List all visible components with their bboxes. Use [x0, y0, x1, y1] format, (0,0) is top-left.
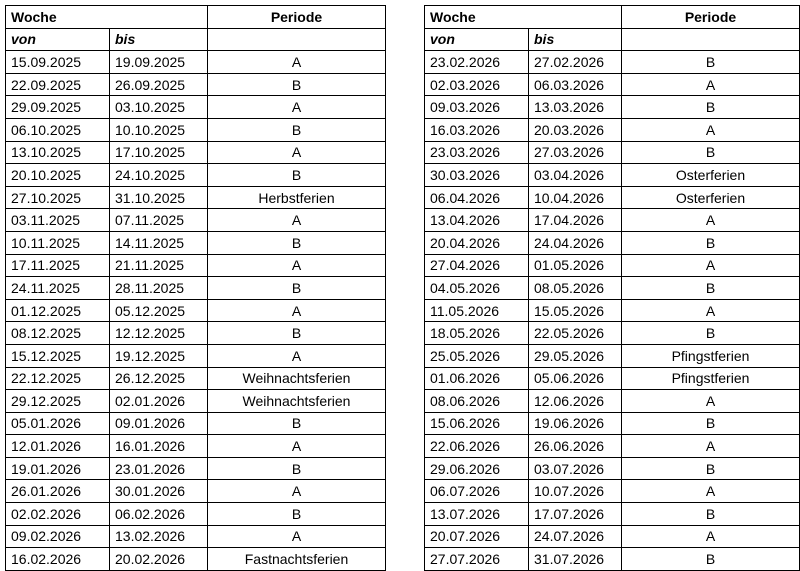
bis-cell: 30.01.2026	[110, 480, 208, 503]
bis-cell: 08.05.2026	[529, 277, 622, 300]
table-row	[425, 390, 800, 413]
bis-cell: 19.09.2025	[110, 51, 208, 74]
bis-cell: 17.10.2025	[110, 141, 208, 164]
table-row	[425, 73, 800, 96]
von-cell: 27.04.2026	[425, 254, 529, 277]
bis-cell: 15.05.2026	[529, 299, 622, 322]
table-row	[425, 367, 800, 390]
von-cell: 01.06.2026	[425, 367, 529, 390]
periode-cell: A	[208, 344, 386, 367]
von-cell: 20.04.2026	[425, 231, 529, 254]
table-row	[6, 457, 386, 480]
von-cell: 13.10.2025	[6, 141, 110, 164]
von-cell: 18.05.2026	[425, 322, 529, 345]
von-cell: 12.01.2026	[6, 435, 110, 458]
table-row	[6, 254, 386, 277]
table-row	[6, 277, 386, 300]
table-row	[425, 457, 800, 480]
table-row	[425, 254, 800, 277]
von-cell: 25.05.2026	[425, 344, 529, 367]
table-row	[6, 96, 386, 119]
periode-cell: A	[208, 254, 386, 277]
bis-cell: 24.10.2025	[110, 164, 208, 187]
von-cell: 15.09.2025	[6, 51, 110, 74]
bis-cell: 31.07.2026	[529, 548, 622, 571]
bis-cell: 03.10.2025	[110, 96, 208, 119]
von-cell: 06.10.2025	[6, 118, 110, 141]
periode-cell: Weihnachtsferien	[208, 367, 386, 390]
periode-cell: A	[622, 525, 800, 548]
periode-cell: A	[208, 51, 386, 74]
von-cell: 23.02.2026	[425, 51, 529, 74]
von-cell: 01.12.2025	[6, 299, 110, 322]
von-cell: 20.07.2026	[425, 525, 529, 548]
von-cell: 13.04.2026	[425, 209, 529, 232]
table-row	[425, 480, 800, 503]
table-row	[425, 322, 800, 345]
von-cell: 06.07.2026	[425, 480, 529, 503]
von-cell: 09.02.2026	[6, 525, 110, 548]
bis-cell: 20.02.2026	[110, 548, 208, 571]
table-row	[425, 231, 800, 254]
table-row	[425, 96, 800, 119]
von-cell: 24.11.2025	[6, 277, 110, 300]
bis-cell: 24.07.2026	[529, 525, 622, 548]
periode-cell: A	[622, 209, 800, 232]
table-row	[6, 51, 386, 74]
bis-cell: 23.01.2026	[110, 457, 208, 480]
periode-header: Periode	[622, 6, 800, 29]
von-header: von	[6, 28, 110, 51]
von-cell: 09.03.2026	[425, 96, 529, 119]
bis-cell: 27.02.2026	[529, 51, 622, 74]
periode-cell: Osterferien	[622, 164, 800, 187]
bis-cell: 12.06.2026	[529, 390, 622, 413]
subheader-row	[6, 28, 386, 51]
table-row	[425, 435, 800, 458]
periode-cell: B	[622, 141, 800, 164]
periode-cell: B	[208, 231, 386, 254]
empty-header-cell	[622, 28, 800, 51]
von-cell: 04.05.2026	[425, 277, 529, 300]
bis-cell: 12.12.2025	[110, 322, 208, 345]
bis-cell: 10.10.2025	[110, 118, 208, 141]
bis-cell: 20.03.2026	[529, 118, 622, 141]
bis-cell: 02.01.2026	[110, 390, 208, 413]
periode-cell: A	[208, 525, 386, 548]
von-cell: 15.12.2025	[6, 344, 110, 367]
bis-cell: 19.06.2026	[529, 412, 622, 435]
bis-cell: 05.12.2025	[110, 299, 208, 322]
periode-cell: Pfingstferien	[622, 367, 800, 390]
table-row	[6, 548, 386, 571]
periode-cell: A	[208, 435, 386, 458]
periode-cell: B	[622, 277, 800, 300]
periode-cell: B	[208, 412, 386, 435]
table-row	[6, 480, 386, 503]
bis-cell: 10.04.2026	[529, 186, 622, 209]
table-row	[6, 435, 386, 458]
bis-cell: 10.07.2026	[529, 480, 622, 503]
bis-cell: 17.04.2026	[529, 209, 622, 232]
bis-cell: 17.07.2026	[529, 503, 622, 526]
periode-cell: B	[622, 503, 800, 526]
table-row	[6, 390, 386, 413]
periode-cell: A	[622, 390, 800, 413]
table-row	[6, 367, 386, 390]
bis-cell: 16.01.2026	[110, 435, 208, 458]
empty-header-cell	[208, 28, 386, 51]
von-cell: 20.10.2025	[6, 164, 110, 187]
periode-cell: A	[622, 118, 800, 141]
bis-cell: 26.09.2025	[110, 73, 208, 96]
von-cell: 05.01.2026	[6, 412, 110, 435]
von-cell: 08.12.2025	[6, 322, 110, 345]
header-row	[6, 6, 386, 29]
bis-header: bis	[529, 28, 622, 51]
periode-cell: B	[622, 231, 800, 254]
von-cell: 27.10.2025	[6, 186, 110, 209]
bis-cell: 13.03.2026	[529, 96, 622, 119]
table-row	[6, 186, 386, 209]
bis-cell: 28.11.2025	[110, 277, 208, 300]
von-cell: 10.11.2025	[6, 231, 110, 254]
table-row	[6, 141, 386, 164]
periode-cell: B	[208, 322, 386, 345]
bis-cell: 27.03.2026	[529, 141, 622, 164]
periode-cell: Fastnachtsferien	[208, 548, 386, 571]
table-row	[6, 73, 386, 96]
periode-cell: B	[622, 51, 800, 74]
periode-cell: A	[622, 254, 800, 277]
von-cell: 22.09.2025	[6, 73, 110, 96]
table-row	[6, 322, 386, 345]
bis-cell: 06.03.2026	[529, 73, 622, 96]
periode-cell: Osterferien	[622, 186, 800, 209]
periode-cell: Herbstferien	[208, 186, 386, 209]
periode-cell: A	[208, 299, 386, 322]
header-row	[425, 6, 800, 29]
table-row	[6, 231, 386, 254]
table-row	[6, 525, 386, 548]
table-row	[425, 209, 800, 232]
von-cell: 02.03.2026	[425, 73, 529, 96]
von-cell: 22.06.2026	[425, 435, 529, 458]
bis-cell: 06.02.2026	[110, 503, 208, 526]
periode-cell: B	[622, 412, 800, 435]
von-cell: 29.06.2026	[425, 457, 529, 480]
periode-cell: B	[208, 164, 386, 187]
table-row	[425, 525, 800, 548]
bis-cell: 26.06.2026	[529, 435, 622, 458]
table-row	[425, 299, 800, 322]
periode-cell: B	[622, 322, 800, 345]
von-header: von	[425, 28, 529, 51]
periode-cell: A	[622, 73, 800, 96]
schedule-body-left	[6, 6, 386, 571]
table-row	[425, 344, 800, 367]
von-cell: 30.03.2026	[425, 164, 529, 187]
bis-cell: 07.11.2025	[110, 209, 208, 232]
table-row	[6, 503, 386, 526]
bis-cell: 24.04.2026	[529, 231, 622, 254]
table-row	[425, 51, 800, 74]
periode-cell: B	[622, 96, 800, 119]
table-row	[425, 186, 800, 209]
von-cell: 13.07.2026	[425, 503, 529, 526]
table-row	[425, 277, 800, 300]
table-row	[425, 118, 800, 141]
von-cell: 17.11.2025	[6, 254, 110, 277]
von-cell: 02.02.2026	[6, 503, 110, 526]
von-cell: 22.12.2025	[6, 367, 110, 390]
bis-cell: 29.05.2026	[529, 344, 622, 367]
periode-cell: Pfingstferien	[622, 344, 800, 367]
bis-header: bis	[110, 28, 208, 51]
periode-cell: A	[622, 480, 800, 503]
periode-cell: A	[208, 480, 386, 503]
periode-cell: B	[622, 457, 800, 480]
bis-cell: 26.12.2025	[110, 367, 208, 390]
periode-cell: Weihnachtsferien	[208, 390, 386, 413]
bis-cell: 19.12.2025	[110, 344, 208, 367]
bis-cell: 03.07.2026	[529, 457, 622, 480]
von-cell: 16.02.2026	[6, 548, 110, 571]
table-row	[425, 503, 800, 526]
von-cell: 23.03.2026	[425, 141, 529, 164]
table-row	[6, 209, 386, 232]
von-cell: 03.11.2025	[6, 209, 110, 232]
woche-header: Woche	[6, 6, 208, 29]
bis-cell: 22.05.2026	[529, 322, 622, 345]
periode-cell: A	[208, 209, 386, 232]
von-cell: 06.04.2026	[425, 186, 529, 209]
von-cell: 15.06.2026	[425, 412, 529, 435]
periode-cell: A	[208, 96, 386, 119]
von-cell: 16.03.2026	[425, 118, 529, 141]
von-cell: 11.05.2026	[425, 299, 529, 322]
bis-cell: 13.02.2026	[110, 525, 208, 548]
von-cell: 29.09.2025	[6, 96, 110, 119]
table-row	[6, 412, 386, 435]
periode-cell: B	[208, 503, 386, 526]
periode-cell: A	[208, 141, 386, 164]
periode-cell: A	[622, 299, 800, 322]
schedule-table-right	[424, 5, 800, 571]
von-cell: 27.07.2026	[425, 548, 529, 571]
periode-header: Periode	[208, 6, 386, 29]
schedule-body-right	[425, 6, 800, 571]
periode-cell: B	[622, 548, 800, 571]
table-row	[6, 344, 386, 367]
table-row	[425, 141, 800, 164]
bis-cell: 01.05.2026	[529, 254, 622, 277]
von-cell: 19.01.2026	[6, 457, 110, 480]
von-cell: 08.06.2026	[425, 390, 529, 413]
periode-cell: B	[208, 277, 386, 300]
periode-cell: B	[208, 73, 386, 96]
bis-cell: 21.11.2025	[110, 254, 208, 277]
periode-cell: A	[622, 435, 800, 458]
subheader-row	[425, 28, 800, 51]
von-cell: 26.01.2026	[6, 480, 110, 503]
table-row	[425, 164, 800, 187]
bis-cell: 09.01.2026	[110, 412, 208, 435]
bis-cell: 31.10.2025	[110, 186, 208, 209]
table-row	[425, 412, 800, 435]
von-cell: 29.12.2025	[6, 390, 110, 413]
periode-cell: B	[208, 457, 386, 480]
table-row	[6, 299, 386, 322]
bis-cell: 14.11.2025	[110, 231, 208, 254]
schedule-table-left	[5, 5, 386, 571]
bis-cell: 05.06.2026	[529, 367, 622, 390]
table-row	[6, 118, 386, 141]
periode-cell: B	[208, 118, 386, 141]
table-row	[425, 548, 800, 571]
woche-header: Woche	[425, 6, 622, 29]
table-row	[6, 164, 386, 187]
bis-cell: 03.04.2026	[529, 164, 622, 187]
